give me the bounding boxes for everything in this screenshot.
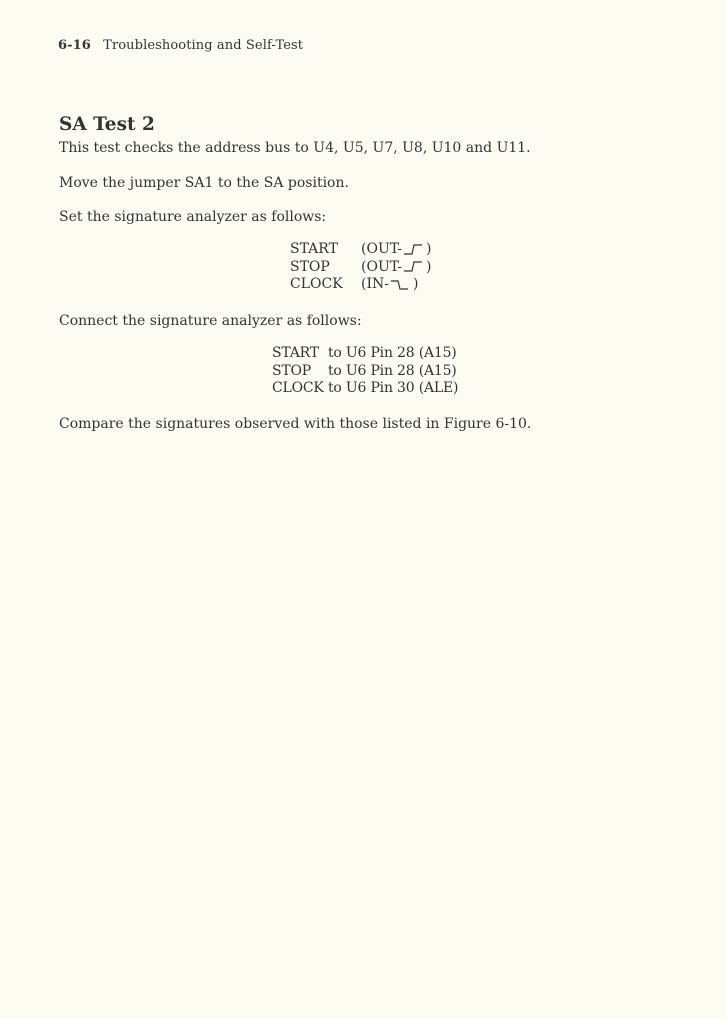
compare-instruction: Compare the signatures observed with those listed in Figure 6-10. xyxy=(59,416,532,432)
settings-instruction: Set the signature analyzer as follows: xyxy=(59,209,327,225)
connection-target: to U6 Pin 28 (A15) xyxy=(328,362,457,379)
settings-mode xyxy=(361,276,418,294)
intro-paragraph: This test checks the address bus to U4, U5, U7, U8, U10 and U11. xyxy=(59,140,531,156)
rising-edge-icon xyxy=(403,243,425,257)
mode-prefix: (IN- xyxy=(361,276,389,292)
page-header xyxy=(58,38,303,53)
connection-signal: STOP xyxy=(272,362,312,379)
mode-prefix: (OUT- xyxy=(361,258,403,275)
mode-suffix: ) xyxy=(426,258,432,275)
settings-row-clock xyxy=(290,276,431,294)
connection-row-start xyxy=(272,345,458,363)
settings-row-start xyxy=(290,241,431,259)
chapter-title: Troubleshooting and Self-Test xyxy=(103,38,304,53)
mode-suffix: ) xyxy=(412,276,419,292)
page-number: 6-16 xyxy=(58,38,91,53)
connect-instruction: Connect the signature analyzer as follows: xyxy=(59,313,362,329)
settings-mode xyxy=(361,241,431,259)
section-title: SA Test 2 xyxy=(59,114,155,135)
settings-signal: CLOCK xyxy=(290,276,343,292)
settings-signal: STOP xyxy=(290,258,330,275)
falling-edge-icon xyxy=(390,278,412,292)
connection-row-stop xyxy=(272,363,458,381)
jumper-instruction: Move the jumper SA1 to the SA position. xyxy=(59,175,349,191)
connection-signal: CLOCK xyxy=(272,380,324,396)
mode-prefix: (OUT- xyxy=(361,241,403,257)
connection-signal: START xyxy=(272,345,319,361)
connection-row-clock xyxy=(272,380,458,398)
connection-target: to U6 Pin 30 (ALE) xyxy=(328,380,459,396)
mode-suffix: ) xyxy=(426,241,432,257)
connection-target: to U6 Pin 28 (A15) xyxy=(328,345,457,361)
settings-mode xyxy=(361,259,431,277)
analyzer-connections-table xyxy=(272,345,458,398)
analyzer-settings-table xyxy=(290,241,431,294)
settings-signal: START xyxy=(290,241,338,257)
settings-row-stop xyxy=(290,259,431,277)
rising-edge-icon xyxy=(403,260,425,274)
